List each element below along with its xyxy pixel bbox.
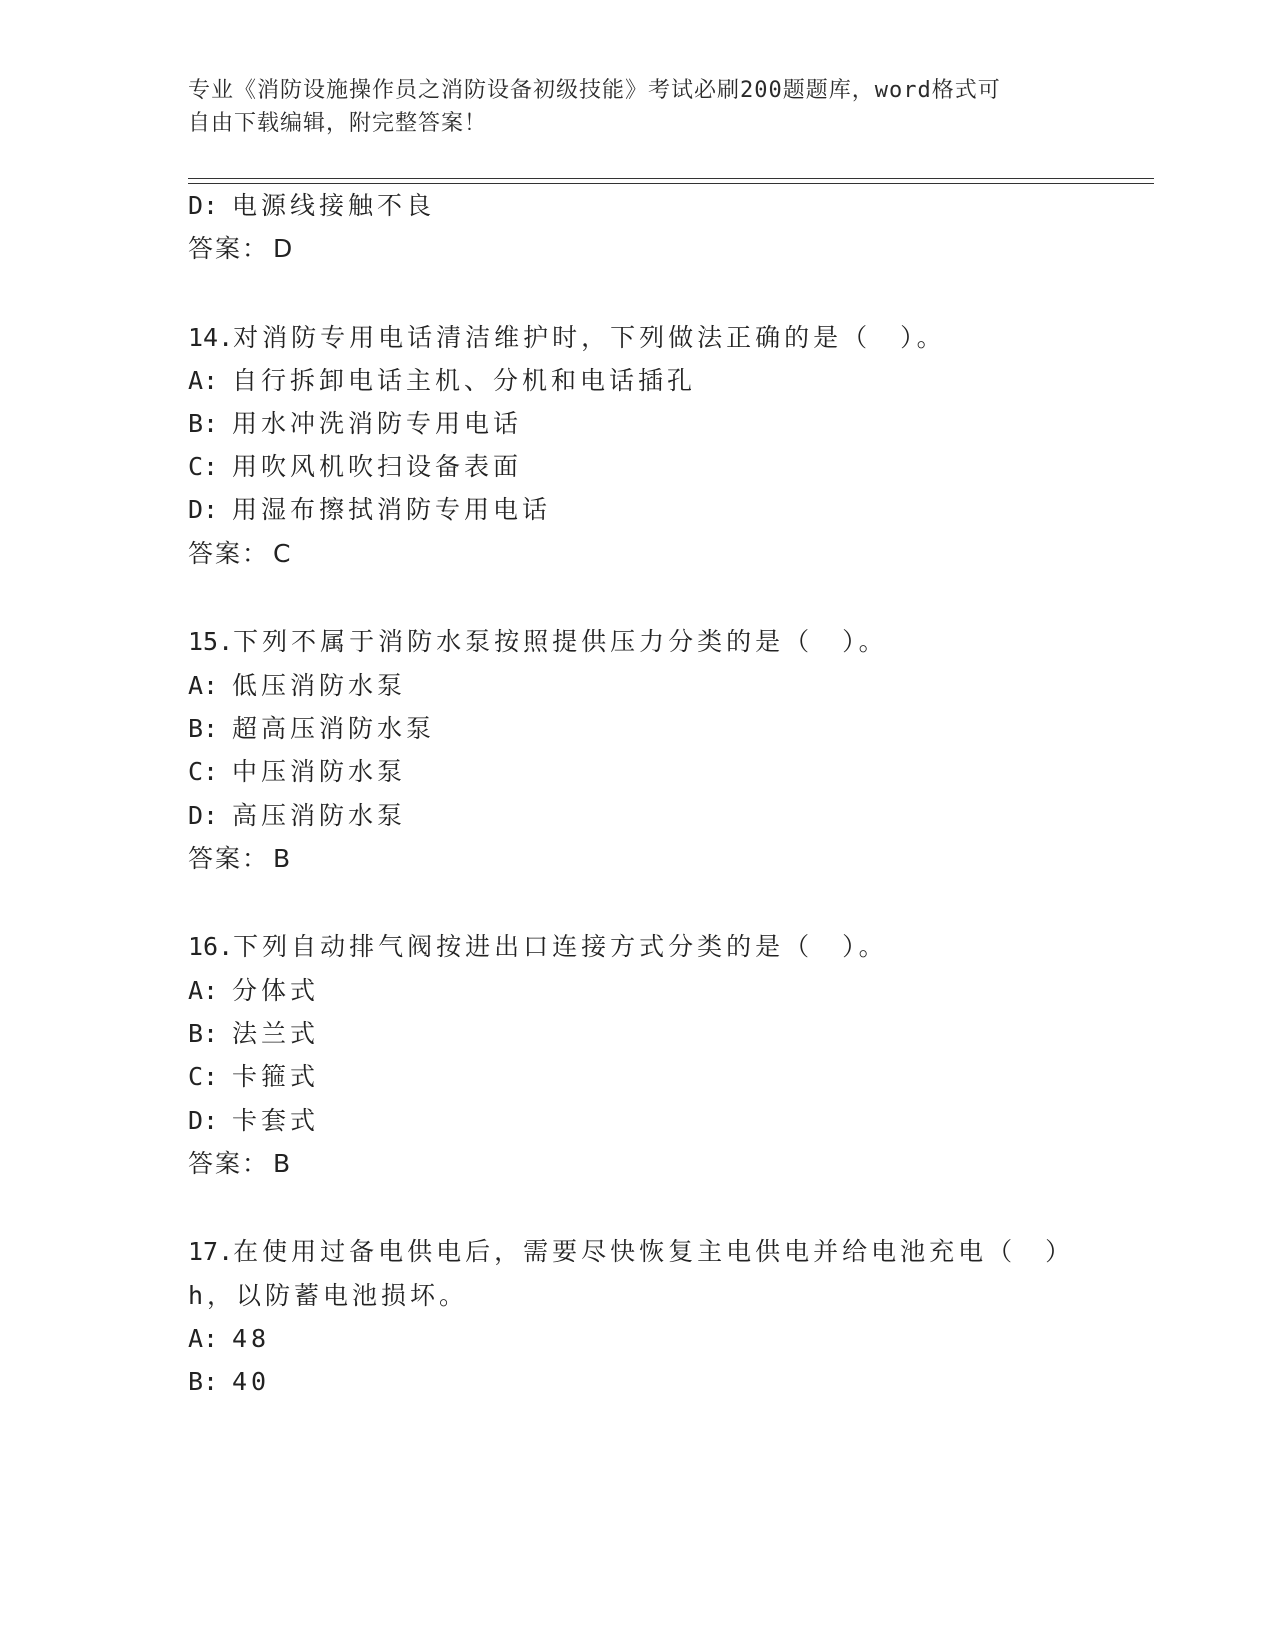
option-text: 法兰式 bbox=[232, 1019, 320, 1048]
option-text: 低压消防水泵 bbox=[232, 671, 407, 700]
question-text: h，以防蓄电池损坏。 bbox=[188, 1281, 469, 1310]
option-prefix: B: bbox=[188, 409, 219, 438]
question-17-stem-continued bbox=[188, 1280, 468, 1312]
question-15-stem bbox=[188, 626, 888, 658]
option-prefix: B: bbox=[188, 1019, 219, 1048]
answer-line bbox=[188, 233, 293, 265]
question-17-stem bbox=[188, 1236, 1074, 1268]
option-text: 高压消防水泵 bbox=[232, 801, 407, 830]
option-text: 40 bbox=[232, 1367, 271, 1396]
option-d bbox=[188, 190, 435, 222]
answer-value: B bbox=[273, 844, 292, 873]
document-header bbox=[188, 74, 1068, 140]
option-prefix: B: bbox=[188, 1367, 219, 1396]
option-prefix: A: bbox=[188, 976, 219, 1005]
option-b bbox=[188, 713, 435, 745]
header-line-2: 自由下载编辑，附完整答案！ bbox=[188, 111, 488, 136]
question-number: 14. bbox=[188, 323, 234, 352]
option-d bbox=[188, 1105, 319, 1137]
option-prefix: C: bbox=[188, 452, 219, 481]
question-text: 对消防专用电话清洁维护时，下列做法正确的是（ ）。 bbox=[233, 323, 946, 352]
header-divider-bottom bbox=[188, 183, 1154, 184]
option-c bbox=[188, 451, 522, 483]
option-text: 中压消防水泵 bbox=[232, 757, 407, 786]
option-text: 卡套式 bbox=[232, 1106, 320, 1135]
option-prefix: C: bbox=[188, 757, 219, 786]
question-text: 下列不属于消防水泵按照提供压力分类的是（ ）。 bbox=[233, 627, 888, 656]
question-text: 在使用过备电供电后，需要尽快恢复主电供电并给电池充电（ ） bbox=[233, 1237, 1075, 1266]
option-prefix: D: bbox=[188, 191, 219, 220]
header-line-1: 专业《消防设施操作员之消防设备初级技能》考试必刷200题题库，word格式可 bbox=[188, 78, 1001, 103]
answer-label: 答案： bbox=[188, 539, 270, 568]
option-prefix: D: bbox=[188, 801, 219, 830]
header-divider-top bbox=[188, 178, 1154, 179]
answer-label: 答案： bbox=[188, 234, 270, 263]
answer-line bbox=[188, 538, 291, 570]
question-text: 下列自动排气阀按进出口连接方式分类的是（ ）。 bbox=[233, 932, 888, 961]
option-text: 电源线接触不良 bbox=[232, 191, 436, 220]
option-prefix: A: bbox=[188, 366, 219, 395]
option-b bbox=[188, 1018, 319, 1050]
option-prefix: D: bbox=[188, 1106, 219, 1135]
option-c bbox=[188, 1061, 319, 1093]
option-c bbox=[188, 756, 406, 788]
option-text: 用水冲洗消防专用电话 bbox=[232, 409, 523, 438]
option-a bbox=[188, 1323, 270, 1355]
option-d bbox=[188, 800, 406, 832]
answer-value: D bbox=[273, 234, 294, 263]
option-text: 用吹风机吹扫设备表面 bbox=[232, 452, 523, 481]
option-b bbox=[188, 1366, 270, 1398]
option-d bbox=[188, 494, 551, 526]
option-text: 自行拆卸电话主机、分机和电话插孔 bbox=[232, 366, 697, 395]
option-prefix: A: bbox=[188, 1324, 219, 1353]
option-text: 卡箍式 bbox=[232, 1062, 320, 1091]
question-number: 16. bbox=[188, 932, 234, 961]
option-prefix: D: bbox=[188, 495, 219, 524]
question-16-stem bbox=[188, 931, 888, 963]
question-number: 15. bbox=[188, 627, 234, 656]
question-14-stem bbox=[188, 322, 946, 354]
option-a bbox=[188, 975, 319, 1007]
option-prefix: B: bbox=[188, 714, 219, 743]
question-number: 17. bbox=[188, 1237, 234, 1266]
option-prefix: C: bbox=[188, 1062, 219, 1091]
option-text: 用湿布擦拭消防专用电话 bbox=[232, 495, 552, 524]
option-b bbox=[188, 408, 522, 440]
answer-line bbox=[188, 1148, 291, 1180]
answer-value: C bbox=[273, 539, 292, 568]
option-a bbox=[188, 365, 696, 397]
option-text: 分体式 bbox=[232, 976, 320, 1005]
answer-label: 答案： bbox=[188, 844, 270, 873]
option-text: 超高压消防水泵 bbox=[232, 714, 436, 743]
answer-line bbox=[188, 843, 291, 875]
answer-value: B bbox=[273, 1149, 292, 1178]
option-prefix: A: bbox=[188, 671, 219, 700]
option-a bbox=[188, 670, 406, 702]
option-text: 48 bbox=[232, 1324, 271, 1353]
answer-label: 答案： bbox=[188, 1149, 270, 1178]
